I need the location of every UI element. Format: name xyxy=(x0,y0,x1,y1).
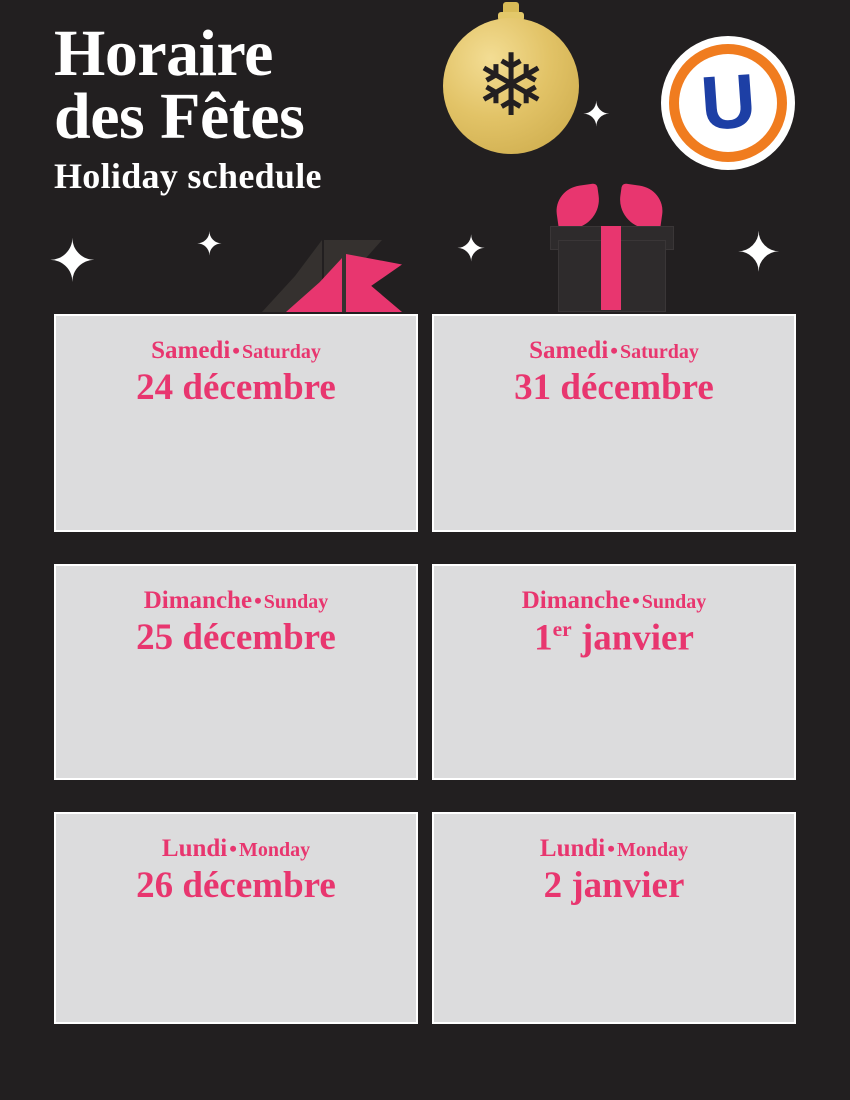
card-date: 31 décembre xyxy=(514,367,714,408)
page-title-line-1: Horaire xyxy=(54,17,273,90)
card-day-en: Saturday xyxy=(241,341,321,363)
card-hours xyxy=(66,670,406,680)
card-date-number: 1 xyxy=(534,617,553,659)
card-daynames xyxy=(66,836,406,861)
card-hours xyxy=(66,420,406,430)
schedule-card xyxy=(54,812,418,1024)
card-separator: • xyxy=(229,836,237,861)
card-day-en: Sunday xyxy=(263,591,329,613)
logo-orange-ring xyxy=(669,44,787,162)
sparkle-icon: ✦ xyxy=(48,227,97,295)
sparkle-icon: ✦ xyxy=(196,225,223,263)
card-date: 24 décembre xyxy=(136,367,336,408)
card-day-fr: Lundi xyxy=(161,835,228,862)
snowflake-icon: ❄ xyxy=(474,36,548,136)
card-hours xyxy=(444,420,784,430)
leaf-pink-right-icon xyxy=(346,254,402,312)
schedule-card xyxy=(432,564,796,780)
card-separator: • xyxy=(610,338,618,363)
card-day-en: Sunday xyxy=(641,591,707,613)
schedule-card xyxy=(54,314,418,532)
card-date: 26 décembre xyxy=(136,865,336,906)
logo-white-ring xyxy=(679,54,777,152)
card-hours xyxy=(66,918,406,928)
card-date: 25 décembre xyxy=(136,617,336,658)
card-date xyxy=(444,617,784,660)
card-separator: • xyxy=(632,588,640,613)
card-day-fr: Dimanche xyxy=(143,587,253,614)
schedule-grid xyxy=(54,314,796,1024)
sparkle-icon: ✦ xyxy=(736,221,782,284)
page-title-line-2: des Fêtes xyxy=(54,80,305,154)
card-daynames xyxy=(444,588,784,613)
card-separator: • xyxy=(232,338,240,363)
card-separator: • xyxy=(607,836,615,861)
card-date-ordinal: er xyxy=(552,617,572,641)
card-date: 2 janvier xyxy=(543,865,685,906)
card-day-fr: Dimanche xyxy=(521,587,631,614)
sparkle-icon: ✦ xyxy=(582,95,611,135)
card-daynames xyxy=(444,836,784,861)
card-day-en: Monday xyxy=(238,839,311,861)
brand-logo xyxy=(661,36,795,170)
gift-bow-right-icon xyxy=(616,183,665,231)
card-daynames xyxy=(444,338,784,363)
logo-letter: U xyxy=(697,57,759,147)
card-date-month: janvier xyxy=(571,617,694,659)
card-day-fr: Samedi xyxy=(151,337,231,364)
card-daynames xyxy=(66,588,406,613)
title-block xyxy=(54,17,494,196)
card-hours xyxy=(444,918,784,928)
card-hours xyxy=(444,670,784,680)
card-day-en: Saturday xyxy=(619,341,699,363)
card-day-en: Monday xyxy=(616,839,689,861)
page-subtitle: Holiday schedule xyxy=(54,155,322,196)
card-daynames xyxy=(66,338,406,363)
christmas-ornament-icon xyxy=(443,18,579,154)
card-day-fr: Samedi xyxy=(529,337,609,364)
gift-ribbon-icon xyxy=(601,226,621,310)
schedule-card xyxy=(432,812,796,1024)
schedule-card xyxy=(432,314,796,532)
poster-header xyxy=(0,0,850,320)
schedule-card xyxy=(54,564,418,780)
gift-bow-left-icon xyxy=(553,183,602,231)
card-separator: • xyxy=(254,588,262,613)
card-day-fr: Lundi xyxy=(539,835,606,862)
sparkle-icon: ✦ xyxy=(456,229,487,270)
